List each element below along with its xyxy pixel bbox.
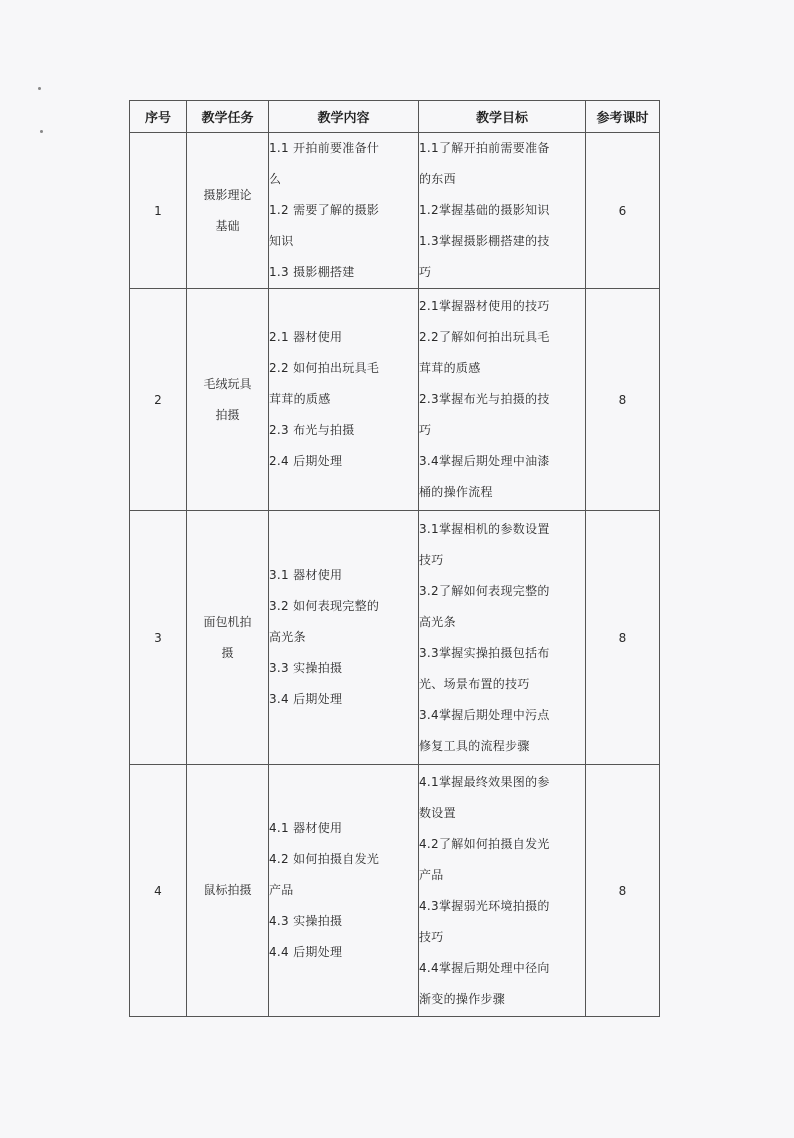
objective-line: 1.1了解开拍前需要准备: [419, 141, 550, 155]
content-line: 么: [269, 172, 282, 186]
row-content: [269, 289, 419, 511]
row-task: [187, 289, 269, 511]
content-line: 知识: [269, 234, 294, 248]
objective-line: 1.3掌握摄影棚搭建的技: [419, 234, 550, 248]
content-line: 高光条: [269, 630, 306, 644]
objective-line: 技巧: [419, 552, 444, 567]
row-content: [269, 765, 419, 1017]
objective-line: 4.1掌握最终效果图的参: [419, 774, 550, 789]
row-objective: [419, 133, 586, 289]
objective-line: 3.1掌握相机的参数设置: [419, 521, 550, 536]
content-line: 1.1 开拍前要准备什: [269, 141, 380, 155]
header-number: 序号: [130, 101, 187, 133]
content-line: 3.2 如何表现完整的: [269, 599, 380, 613]
objective-line: 3.4掌握后期处理中油漆: [419, 454, 550, 468]
objective-line: 3.3掌握实操拍摄包括布: [419, 645, 550, 660]
row-content: [269, 133, 419, 289]
objective-line: 数设置: [419, 805, 456, 820]
curriculum-table: [129, 100, 660, 1017]
task-line: 毛绒玩具: [203, 376, 252, 391]
content-line: 产品: [269, 883, 294, 897]
objective-line: 渐变的操作步骤: [419, 991, 506, 1006]
content-line: 2.4 后期处理: [269, 454, 343, 468]
content-line: 3.4 后期处理: [269, 692, 343, 706]
header-objective: 教学目标: [419, 101, 586, 133]
scan-speck: [40, 130, 43, 133]
objective-line: 2.3掌握布光与拍摄的技: [419, 392, 550, 406]
objective-line: 光、场景布置的技巧: [419, 676, 530, 691]
row-objective: [419, 765, 586, 1017]
row-task: [187, 511, 269, 765]
row-number: 1: [130, 133, 187, 289]
objective-line: 茸茸的质感: [419, 361, 481, 375]
content-line: 4.1 器材使用: [269, 821, 343, 835]
scan-speck: [38, 87, 41, 90]
task-line: 拍摄: [215, 407, 240, 422]
row-number: 2: [130, 289, 187, 511]
content-line: 4.3 实操拍摄: [269, 914, 343, 928]
header-content: 教学内容: [269, 101, 419, 133]
header-hours: 参考课时: [586, 101, 660, 133]
objective-line: 产品: [419, 867, 444, 882]
row-number: 4: [130, 765, 187, 1017]
objective-line: 技巧: [419, 929, 444, 944]
objective-line: 修复工具的流程步骤: [419, 738, 530, 753]
objective-line: 4.2了解如何拍摄自发光: [419, 836, 550, 851]
header-task: 教学任务: [187, 101, 269, 133]
content-line: 3.3 实操拍摄: [269, 661, 343, 675]
row-content: [269, 511, 419, 765]
objective-line: 2.2了解如何拍出玩具毛: [419, 330, 550, 344]
task-line: 基础: [215, 218, 240, 233]
table-row: [130, 133, 660, 289]
objective-line: 2.1掌握器材使用的技巧: [419, 299, 550, 313]
objective-line: 3.2了解如何表现完整的: [419, 583, 550, 598]
objective-line: 1.2掌握基础的摄影知识: [419, 203, 550, 217]
objective-line: 桶的操作流程: [419, 485, 493, 499]
content-line: 3.1 器材使用: [269, 568, 343, 582]
row-objective: [419, 511, 586, 765]
row-hours: 8: [586, 511, 660, 765]
header-row: [130, 101, 660, 133]
row-objective: [419, 289, 586, 511]
objective-line: 的东西: [419, 172, 456, 186]
table-row: [130, 765, 660, 1017]
content-line: 2.3 布光与拍摄: [269, 423, 355, 437]
objective-line: 4.4掌握后期处理中径向: [419, 960, 550, 975]
content-line: 2.1 器材使用: [269, 330, 343, 344]
task-line: 摄影理论: [203, 187, 252, 202]
row-hours: 6: [586, 133, 660, 289]
row-task: [187, 765, 269, 1017]
content-line: 4.4 后期处理: [269, 945, 343, 959]
row-number: 3: [130, 511, 187, 765]
objective-line: 3.4掌握后期处理中污点: [419, 707, 550, 722]
objective-line: 4.3掌握弱光环境拍摄的: [419, 898, 550, 913]
content-line: 4.2 如何拍摄自发光: [269, 852, 380, 866]
objective-line: 高光条: [419, 614, 456, 629]
table-row: [130, 511, 660, 765]
task-line: 面包机拍: [203, 614, 252, 629]
content-line: 1.3 摄影棚搭建: [269, 265, 355, 279]
objective-line: 巧: [419, 423, 432, 437]
content-line: 1.2 需要了解的摄影: [269, 203, 380, 217]
task-line: 摄: [221, 645, 234, 660]
task-line: 鼠标拍摄: [203, 883, 252, 897]
objective-line: 巧: [419, 265, 432, 279]
row-hours: 8: [586, 765, 660, 1017]
content-line: 茸茸的质感: [269, 392, 331, 406]
table-row: [130, 289, 660, 511]
row-hours: 8: [586, 289, 660, 511]
content-line: 2.2 如何拍出玩具毛: [269, 361, 380, 375]
row-task: [187, 133, 269, 289]
